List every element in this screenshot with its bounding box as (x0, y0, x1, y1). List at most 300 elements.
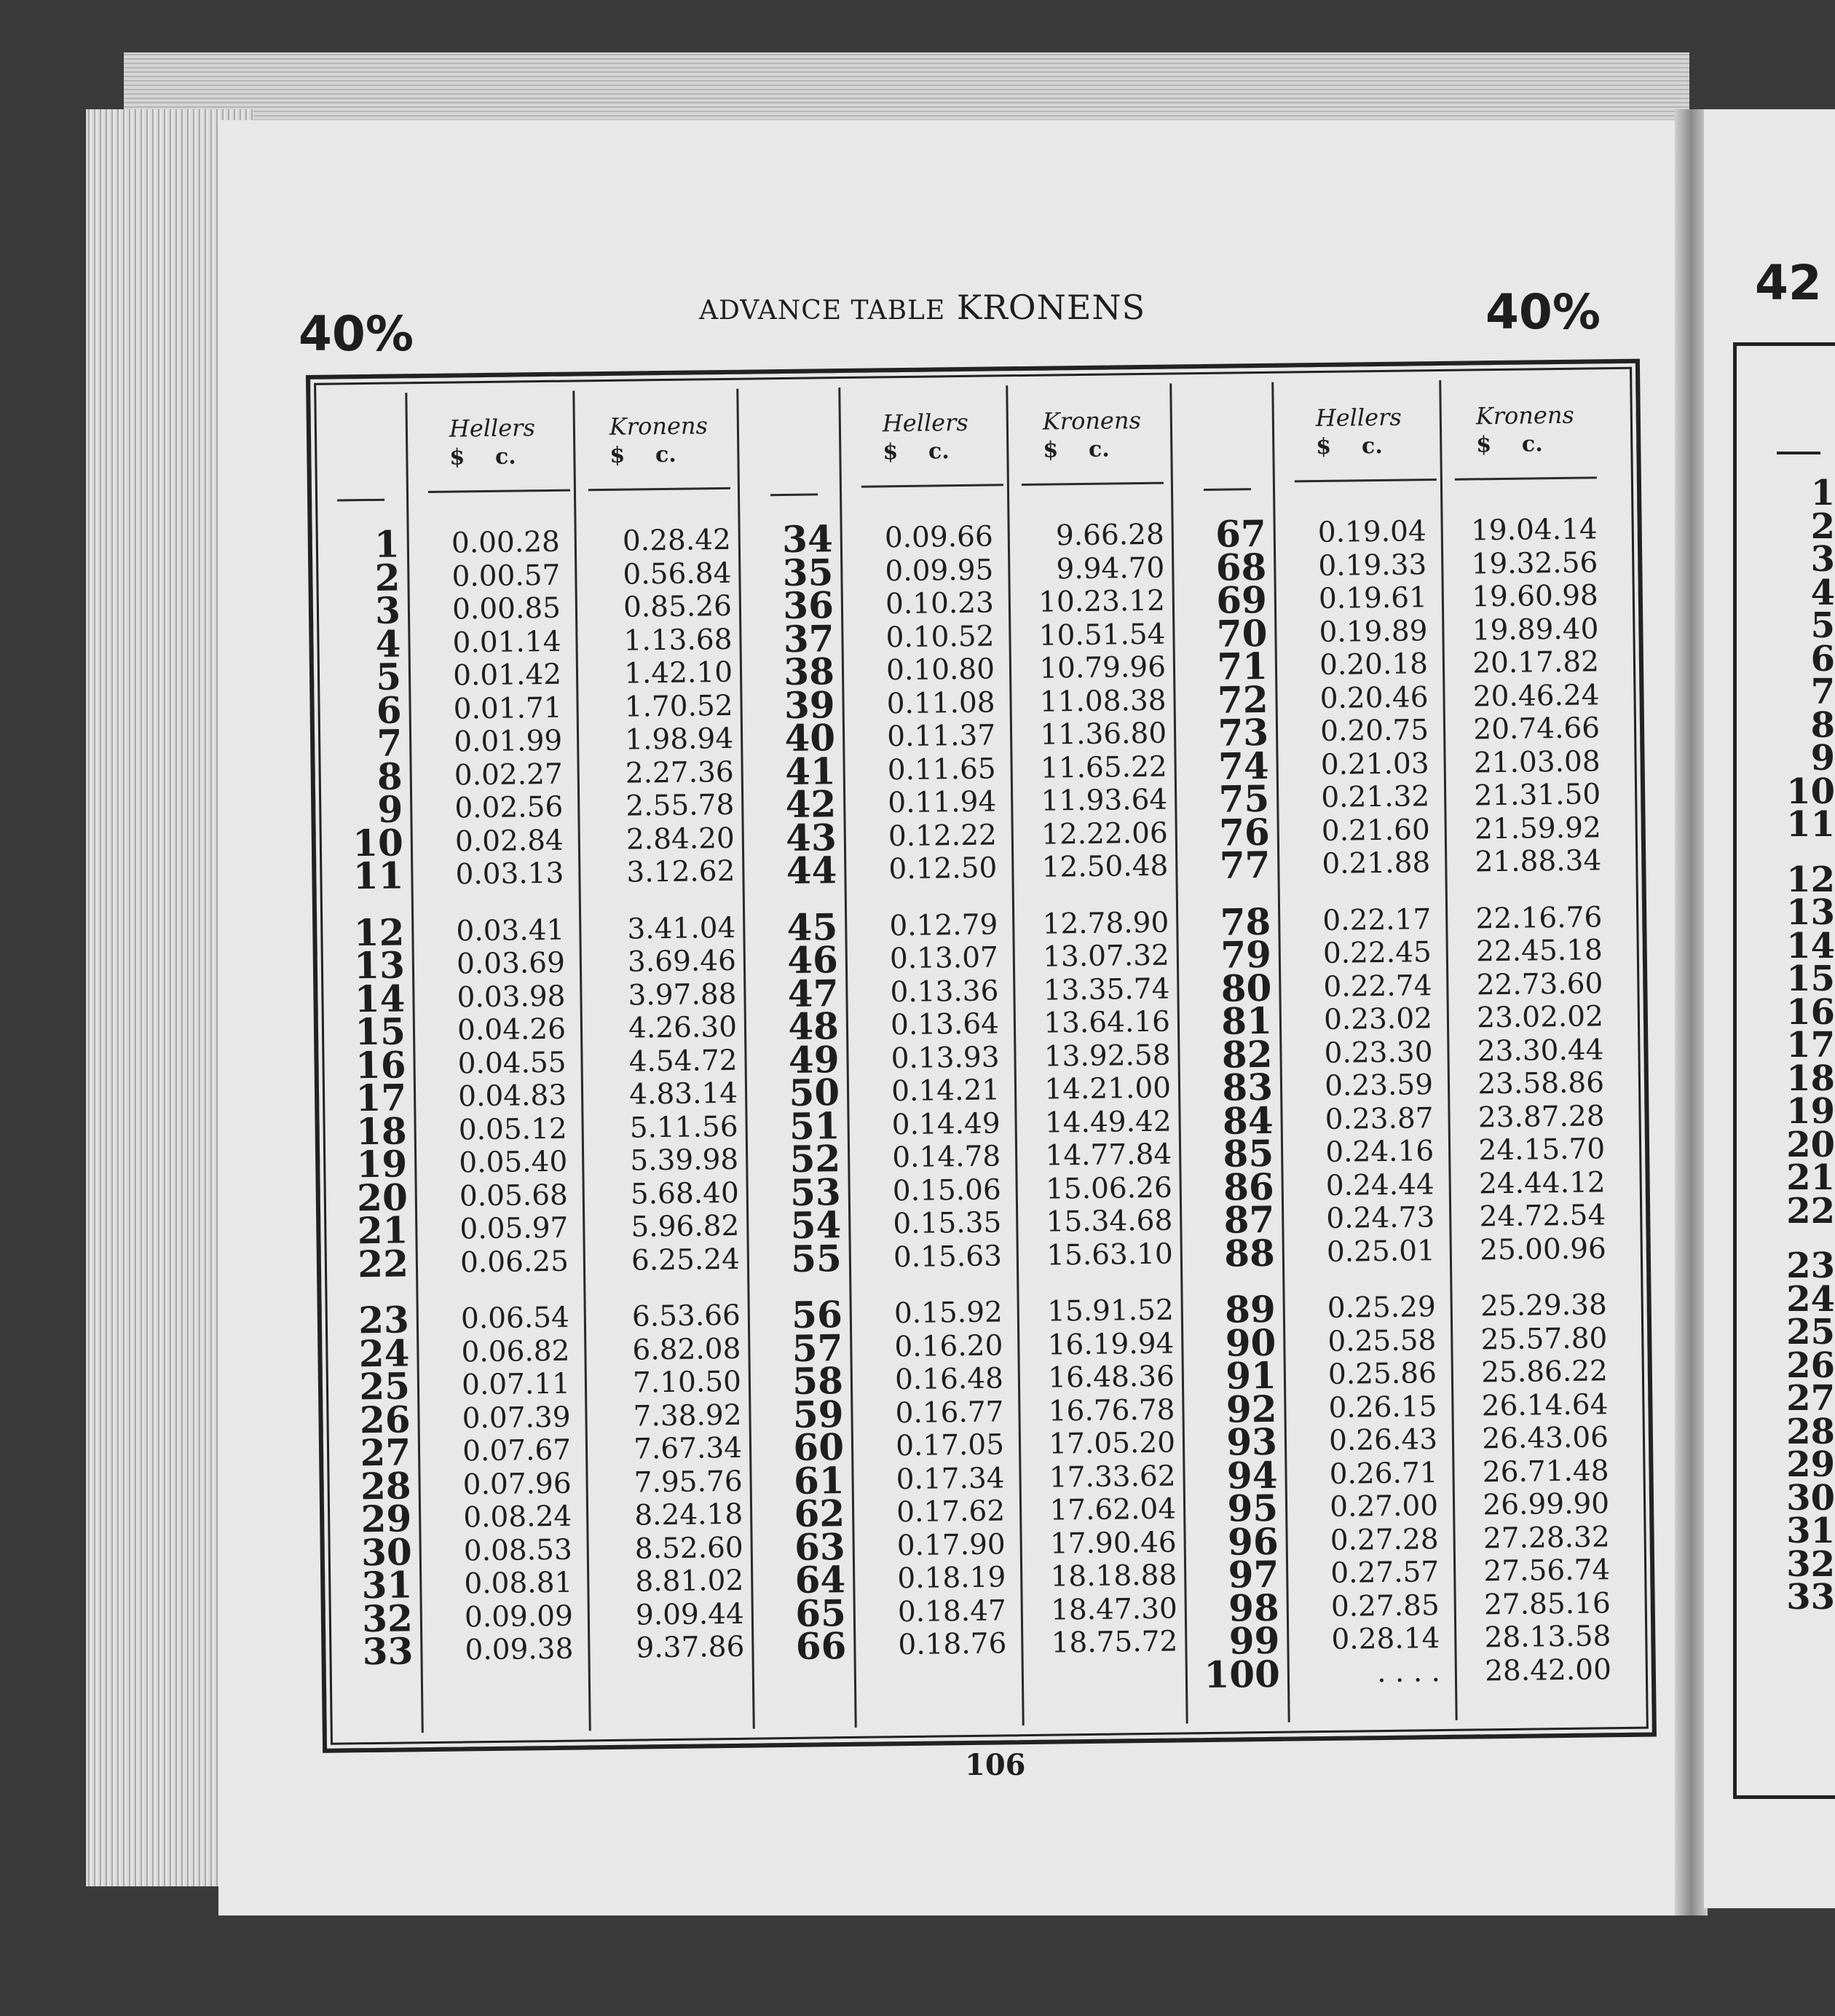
kronens-value: 1.42.10 (623, 655, 733, 690)
kronens-value: 14.21.00 (1044, 1071, 1172, 1106)
row-number: 54 (790, 1203, 842, 1247)
hellers-value: 0.21.03 (1320, 747, 1429, 781)
hellers-value: 0.08.53 (463, 1533, 573, 1567)
row-number: 71 (1217, 644, 1268, 688)
row-number: 18 (355, 1109, 408, 1153)
row-number: 52 (789, 1137, 841, 1181)
kronens-currency: $ c. (1476, 431, 1543, 458)
row-number: 85 (1223, 1131, 1274, 1176)
hellers-value: 0.19.89 (1319, 614, 1428, 649)
row-number: 32 (361, 1596, 414, 1640)
hellers-value: 0.24.44 (1325, 1168, 1435, 1202)
right-page-row-number: 16 (1786, 991, 1835, 1033)
row-number: 97 (1228, 1552, 1279, 1596)
right-page-row-number: 9 (1810, 738, 1835, 779)
kronens-value: 22.45.18 (1475, 934, 1603, 969)
title-main: KRONENS (956, 288, 1146, 327)
kronens-value: 3.69.46 (627, 944, 737, 979)
row-number: 75 (1218, 776, 1270, 821)
right-page-row-number: 24 (1786, 1278, 1835, 1320)
kronens-value: 13.07.32 (1042, 939, 1170, 974)
hellers-value: 0.07.96 (462, 1467, 572, 1501)
hellers-value: 0.12.79 (889, 907, 998, 942)
row-number: 46 (786, 938, 839, 982)
kronens-value: 2.55.78 (626, 788, 735, 823)
hellers-value: 0.15.35 (893, 1206, 1002, 1241)
hellers-value: 0.17.90 (896, 1527, 1006, 1562)
row-number: 72 (1217, 677, 1268, 722)
right-page-row-number: 15 (1786, 958, 1835, 999)
number-column (320, 522, 414, 1674)
kronens-value: 13.92.58 (1043, 1039, 1171, 1074)
row-number: 25 (359, 1364, 411, 1409)
row-gap (1293, 1267, 1435, 1292)
right-page-row-number: 33 (1786, 1577, 1835, 1618)
right-page-row-number: 30 (1786, 1477, 1835, 1519)
kronens-value: 11.65.22 (1040, 750, 1167, 785)
kronens-value: 11.08.38 (1039, 684, 1167, 719)
row-number: 77 (1219, 843, 1271, 887)
hellers-value: 0.23.59 (1324, 1068, 1434, 1103)
row-gap (1023, 883, 1169, 907)
kronens-value: 16.19.94 (1047, 1327, 1175, 1362)
kronens-value: 6.25.24 (631, 1243, 741, 1277)
hellers-value: 0.17.34 (896, 1461, 1005, 1496)
hellers-value: 0.07.39 (462, 1401, 571, 1435)
kronens-value: 8.81.02 (635, 1564, 744, 1599)
page-number: 106 (965, 1748, 1026, 1782)
hellers-value: 0.10.23 (885, 586, 995, 621)
hellers-value: 0.07.67 (462, 1433, 572, 1468)
row-number: 81 (1220, 999, 1273, 1043)
kronens-value: 21.31.50 (1474, 778, 1601, 813)
kronens-value: 6.53.66 (631, 1299, 741, 1334)
row-number: 87 (1223, 1197, 1275, 1242)
hellers-value: 0.12.50 (888, 851, 998, 886)
kronens-value: 7.67.34 (633, 1431, 743, 1466)
row-gap (1461, 1265, 1606, 1290)
row-number: 82 (1221, 1032, 1273, 1076)
kronens-value: 19.32.56 (1471, 546, 1598, 580)
row-number: 93 (1226, 1420, 1278, 1464)
kronens-value: 14.77.84 (1045, 1138, 1172, 1173)
row-number: 60 (793, 1425, 845, 1469)
hellers-header-rule (428, 489, 570, 493)
right-page-row-number: 8 (1810, 704, 1835, 746)
row-number: 22 (357, 1241, 409, 1285)
kronens-value: 18.47.30 (1050, 1592, 1178, 1627)
hellers-value: 0.27.57 (1330, 1556, 1440, 1590)
kronens-value: 4.83.14 (628, 1076, 738, 1111)
advance-table (306, 359, 1657, 1753)
right-page-row-number: 27 (1786, 1378, 1835, 1419)
row-number: 80 (1220, 966, 1272, 1010)
right-page-row-number: 7 (1810, 672, 1835, 712)
row-number: 4 (375, 621, 401, 666)
kronens-label: Kronens (609, 412, 709, 441)
percent-left: 40% (299, 306, 414, 362)
hellers-value: 0.15.06 (892, 1173, 1002, 1208)
kronens-value: 15.63.10 (1046, 1237, 1174, 1272)
hellers-label: Hellers (449, 414, 536, 443)
row-number: 31 (361, 1563, 413, 1607)
kronens-value: 17.90.46 (1049, 1526, 1177, 1561)
row-number: 42 (785, 782, 837, 826)
kronens-value: 7.95.76 (634, 1465, 743, 1500)
kronens-value: 10.51.54 (1038, 618, 1166, 653)
kronens-value: 16.76.78 (1048, 1393, 1175, 1428)
kronens-value: 17.05.20 (1049, 1426, 1176, 1461)
kronens-value: 4.26.30 (628, 1010, 738, 1045)
row-number: 89 (1224, 1287, 1276, 1331)
hellers-value: 0.24.16 (1325, 1135, 1435, 1169)
hellers-value: 0.13.36 (890, 974, 999, 1009)
right-page-row-number: 23 (1786, 1245, 1835, 1286)
kronens-value: 19.04.14 (1470, 513, 1598, 548)
row-gap (860, 1272, 1002, 1297)
hellers-value: 0.22.74 (1323, 969, 1432, 1004)
hellers-value: 0.16.77 (895, 1395, 1004, 1430)
kronens-value: 24.72.54 (1479, 1199, 1606, 1234)
hellers-value: 0.23.87 (1325, 1101, 1434, 1136)
row-number: 86 (1223, 1165, 1275, 1209)
row-number: 12 (353, 910, 405, 954)
row-number: 68 (1215, 545, 1267, 589)
right-page-row-number: 21 (1786, 1157, 1835, 1198)
hellers-value: 0.14.49 (891, 1106, 1001, 1141)
kronens-value: 21.88.34 (1475, 844, 1602, 879)
row-number: 5 (375, 655, 402, 698)
row-number: 65 (794, 1591, 847, 1635)
hellers-value: 0.23.02 (1323, 1002, 1433, 1036)
hellers-value: 0.04.26 (457, 1012, 567, 1047)
row-number: 3 (374, 588, 401, 632)
row-number: 62 (794, 1492, 845, 1535)
kronens-value: 6.82.08 (632, 1332, 741, 1367)
hellers-value: 0.03.41 (456, 913, 565, 948)
row-number: 51 (789, 1103, 840, 1148)
hellers-column-header (883, 408, 969, 467)
kronens-value: 12.78.90 (1042, 906, 1169, 941)
hellers-value: 0.14.78 (892, 1140, 1001, 1175)
row-number: 70 (1216, 611, 1268, 655)
right-page-row-number: 4 (1810, 572, 1835, 613)
row-number: 56 (791, 1293, 843, 1336)
hellers-value: 0.18.19 (897, 1561, 1006, 1596)
row-number: 19 (356, 1142, 408, 1186)
hellers-header-rule (1295, 479, 1437, 482)
row-number: 45 (786, 905, 838, 949)
hellers-value: 0.15.92 (893, 1296, 1003, 1331)
row-number: 57 (792, 1326, 843, 1370)
row-number: 59 (792, 1392, 844, 1436)
kronens-header-rule (588, 487, 730, 491)
hellers-value: 0.18.47 (897, 1594, 1007, 1629)
kronens-value: 11.93.64 (1041, 783, 1168, 818)
kronens-value: 5.68.40 (630, 1176, 740, 1211)
kronens-value: 2.84.20 (626, 822, 735, 857)
kronens-value: 7.10.50 (632, 1365, 742, 1400)
hellers-value: 0.02.56 (454, 790, 564, 825)
row-gap (590, 888, 735, 913)
kronens-value: 9.09.44 (635, 1597, 745, 1632)
number-column-dash (1204, 488, 1251, 491)
row-number: 21 (357, 1208, 409, 1253)
hellers-value: 0.06.25 (459, 1245, 569, 1279)
kronens-value: 23.87.28 (1477, 1099, 1605, 1134)
right-page-row-number: 20 (1786, 1124, 1835, 1165)
kronens-value: 20.17.82 (1472, 645, 1600, 680)
row-number: 88 (1223, 1231, 1276, 1275)
book-gutter (1675, 109, 1708, 1915)
hellers-value: 0.04.55 (457, 1046, 567, 1081)
right-page-row-number: 26 (1786, 1344, 1835, 1386)
row-number: 17 (355, 1076, 407, 1120)
kronens-value: 11.36.80 (1040, 717, 1167, 752)
right-page-row-number: 19 (1786, 1091, 1835, 1132)
hellers-currency: $ c. (883, 438, 950, 465)
title-prefix: ADVANCE TABLE (699, 296, 946, 326)
kronens-value: 19.89.40 (1472, 612, 1599, 647)
row-number: 10 (352, 820, 404, 865)
hellers-column-header (449, 413, 536, 472)
row-number: 73 (1218, 710, 1269, 755)
hellers-label: Hellers (882, 408, 969, 438)
kronens-value: 10.23.12 (1038, 584, 1166, 619)
hellers-value: 0.23.30 (1324, 1035, 1433, 1070)
hellers-column-header (1316, 403, 1402, 462)
hellers-value: 0.10.80 (885, 653, 995, 688)
right-page-row-number: 22 (1786, 1190, 1835, 1232)
hellers-value: 0.01.99 (454, 724, 563, 759)
right-page-dash (1777, 452, 1820, 454)
kronens-value: 17.33.62 (1049, 1460, 1176, 1495)
hellers-value: 0.02.84 (454, 824, 564, 859)
kronens-value: 26.71.48 (1482, 1454, 1609, 1489)
row-number: 44 (786, 848, 837, 892)
kronens-value: 21.03.08 (1473, 744, 1601, 779)
row-number: 15 (355, 1009, 406, 1054)
hellers-label: Hellers (1315, 403, 1402, 433)
hellers-value: . . . . (1376, 1655, 1441, 1689)
row-number: 39 (784, 682, 835, 727)
hellers-value: 0.13.07 (889, 941, 999, 976)
kronens-value: 12.50.48 (1041, 849, 1169, 884)
row-number: 2 (374, 555, 400, 599)
kronens-value: 13.35.74 (1043, 972, 1170, 1007)
kronens-value: 3.41.04 (627, 911, 736, 946)
kronens-value: 25.86.22 (1480, 1355, 1609, 1390)
kronens-value: 25.00.96 (1479, 1232, 1607, 1267)
hellers-value: 0.19.61 (1318, 581, 1428, 616)
row-gap (1289, 880, 1431, 905)
row-number: 53 (789, 1170, 842, 1214)
kronens-column-header (609, 411, 709, 470)
hellers-value: 0.27.00 (1329, 1489, 1439, 1524)
row-number: 95 (1227, 1486, 1279, 1530)
kronens-value: 23.58.86 (1477, 1066, 1605, 1101)
hellers-value: 0.01.14 (452, 625, 561, 660)
kronens-value: 1.98.94 (625, 722, 734, 757)
kronens-value: 24.44.12 (1478, 1165, 1606, 1200)
hellers-value: 0.11.08 (886, 685, 995, 720)
row-number: 7 (376, 721, 403, 765)
hellers-value: 0.08.24 (463, 1500, 572, 1535)
row-number: 92 (1226, 1387, 1277, 1431)
hellers-value: 0.10.52 (885, 619, 995, 654)
hellers-value: 0.06.54 (460, 1301, 570, 1336)
hellers-currency: $ c. (449, 444, 516, 470)
right-page-row-number: 6 (1810, 638, 1835, 680)
row-gap (427, 1278, 569, 1303)
hellers-value: 0.26.71 (1329, 1456, 1438, 1491)
kronens-value: 26.14.64 (1481, 1387, 1609, 1422)
row-number: 58 (792, 1359, 844, 1403)
kronens-value: 0.85.26 (623, 589, 733, 624)
hellers-value: 0.21.60 (1321, 813, 1431, 848)
kronens-value: 15.91.52 (1046, 1294, 1175, 1328)
hellers-value: 0.05.12 (458, 1112, 567, 1147)
kronens-value: 23.30.44 (1477, 1033, 1604, 1068)
number-column-dash (337, 499, 384, 502)
kronens-value: 27.85.16 (1483, 1586, 1611, 1621)
kronens-value: 3.97.88 (628, 977, 737, 1012)
right-page-row-number: 13 (1786, 892, 1835, 933)
right-page-row-number: 2 (1810, 505, 1835, 547)
row-number: 6 (376, 688, 402, 732)
hellers-value: 0.13.64 (890, 1007, 1000, 1042)
kronens-value: 23.02.02 (1476, 1000, 1604, 1035)
hellers-value: 0.02.27 (454, 757, 563, 792)
page-title (699, 288, 1145, 327)
row-gap (856, 885, 998, 910)
kronens-value: 27.28.32 (1483, 1520, 1610, 1555)
kronens-value: 13.64.16 (1043, 1005, 1171, 1040)
kronens-column-header (1476, 401, 1575, 460)
kronens-label: Kronens (1475, 401, 1575, 430)
hellers-value: 0.28.14 (1331, 1622, 1440, 1656)
hellers-value: 0.15.63 (893, 1239, 1003, 1274)
row-number: 11 (352, 854, 404, 898)
hellers-value: 0.20.75 (1319, 714, 1429, 749)
row-number: 29 (360, 1497, 412, 1541)
hellers-value: 0.09.66 (884, 520, 994, 555)
kronens-value: 25.57.80 (1480, 1321, 1608, 1356)
kronens-value: 0.56.84 (623, 556, 732, 591)
kronens-value: 28.42.00 (1484, 1653, 1612, 1688)
kronens-value: 27.56.74 (1483, 1554, 1611, 1588)
row-number: 100 (1204, 1652, 1281, 1696)
hellers-value: 0.09.38 (465, 1632, 574, 1667)
row-number: 55 (790, 1236, 842, 1280)
row-number: 61 (793, 1458, 845, 1503)
hellers-value: 0.25.29 (1327, 1291, 1437, 1325)
right-page-row-number: 3 (1810, 539, 1835, 580)
hellers-value: 0.27.28 (1330, 1522, 1439, 1557)
kronens-value: 15.34.68 (1046, 1204, 1173, 1239)
hellers-value: 0.20.18 (1319, 647, 1429, 682)
kronens-value: 26.43.06 (1482, 1421, 1609, 1456)
kronens-column (1019, 519, 1178, 1661)
hellers-value: 0.03.69 (456, 946, 566, 981)
right-page-row-number: 14 (1786, 925, 1835, 966)
kronens-value: 9.66.28 (1055, 518, 1165, 553)
kronens-value: 15.06.26 (1045, 1171, 1172, 1206)
kronens-column-header (1043, 406, 1142, 465)
hellers-value: 0.13.93 (891, 1040, 1000, 1075)
right-page-row-number: 12 (1786, 859, 1835, 900)
hellers-value: 0.11.37 (886, 719, 996, 754)
hellers-value: 0.21.88 (1322, 846, 1431, 881)
hellers-value: 0.09.09 (464, 1599, 574, 1634)
row-number: 47 (787, 971, 839, 1015)
row-number: 48 (788, 1004, 840, 1048)
row-number: 96 (1227, 1519, 1279, 1564)
row-number: 90 (1225, 1320, 1276, 1365)
kronens-value: 20.46.24 (1472, 678, 1600, 713)
row-number: 78 (1220, 899, 1271, 944)
kronens-value: 26.99.90 (1483, 1487, 1610, 1522)
hellers-value: 0.05.68 (459, 1178, 569, 1213)
kronens-value: 18.18.88 (1050, 1559, 1177, 1594)
row-gap (422, 890, 564, 915)
hellers-value: 0.11.65 (887, 752, 996, 787)
kronens-column (1451, 513, 1611, 1688)
right-page-row-number: 31 (1786, 1511, 1835, 1551)
kronens-value: 7.38.92 (633, 1398, 742, 1433)
hellers-value: 0.12.22 (888, 818, 998, 853)
kronens-value: 19.60.98 (1471, 579, 1599, 614)
right-page-percent: 42 (1755, 255, 1822, 311)
hellers-value: 0.00.28 (451, 525, 561, 560)
row-number: 35 (782, 550, 834, 594)
hellers-value: 0.19.04 (1317, 515, 1427, 550)
hellers-value: 0.04.83 (457, 1079, 567, 1114)
kronens-value: 22.16.76 (1475, 900, 1603, 935)
hellers-value: 0.09.95 (885, 553, 994, 588)
kronens-value: 5.39.98 (630, 1143, 739, 1178)
hellers-value: 0.16.48 (894, 1362, 1004, 1397)
hellers-value: 0.17.05 (895, 1428, 1005, 1463)
kronens-value: 21.59.92 (1474, 811, 1601, 846)
row-number: 69 (1215, 578, 1268, 622)
hellers-value: 0.26.43 (1328, 1423, 1438, 1457)
right-page-row-number: 29 (1786, 1444, 1835, 1485)
right-page (1704, 109, 1835, 1908)
hellers-header-rule (861, 484, 1003, 487)
hellers-value: 0.25.58 (1327, 1323, 1437, 1358)
row-number: 23 (358, 1298, 410, 1342)
row-number: 84 (1222, 1098, 1274, 1143)
kronens-value: 1.13.68 (623, 623, 733, 658)
kronens-value: 16.48.36 (1047, 1360, 1175, 1395)
hellers-value: 0.27.85 (1330, 1588, 1440, 1623)
kronens-header-rule (1022, 482, 1164, 486)
kronens-column (585, 524, 745, 1666)
right-page-row-number: 17 (1786, 1025, 1835, 1066)
hellers-value: 0.03.13 (455, 857, 564, 891)
hellers-value: 0.20.46 (1319, 680, 1429, 715)
row-number: 24 (358, 1331, 410, 1375)
kronens-value: 22.73.60 (1476, 966, 1603, 1001)
row-number: 50 (789, 1071, 840, 1114)
row-number: 66 (795, 1624, 847, 1668)
number-column-dash (770, 493, 818, 496)
row-number: 14 (354, 976, 406, 1020)
row-number: 79 (1220, 932, 1272, 977)
hellers-value: 0.01.71 (453, 691, 562, 726)
kronens-value: 25.29.38 (1480, 1288, 1608, 1323)
